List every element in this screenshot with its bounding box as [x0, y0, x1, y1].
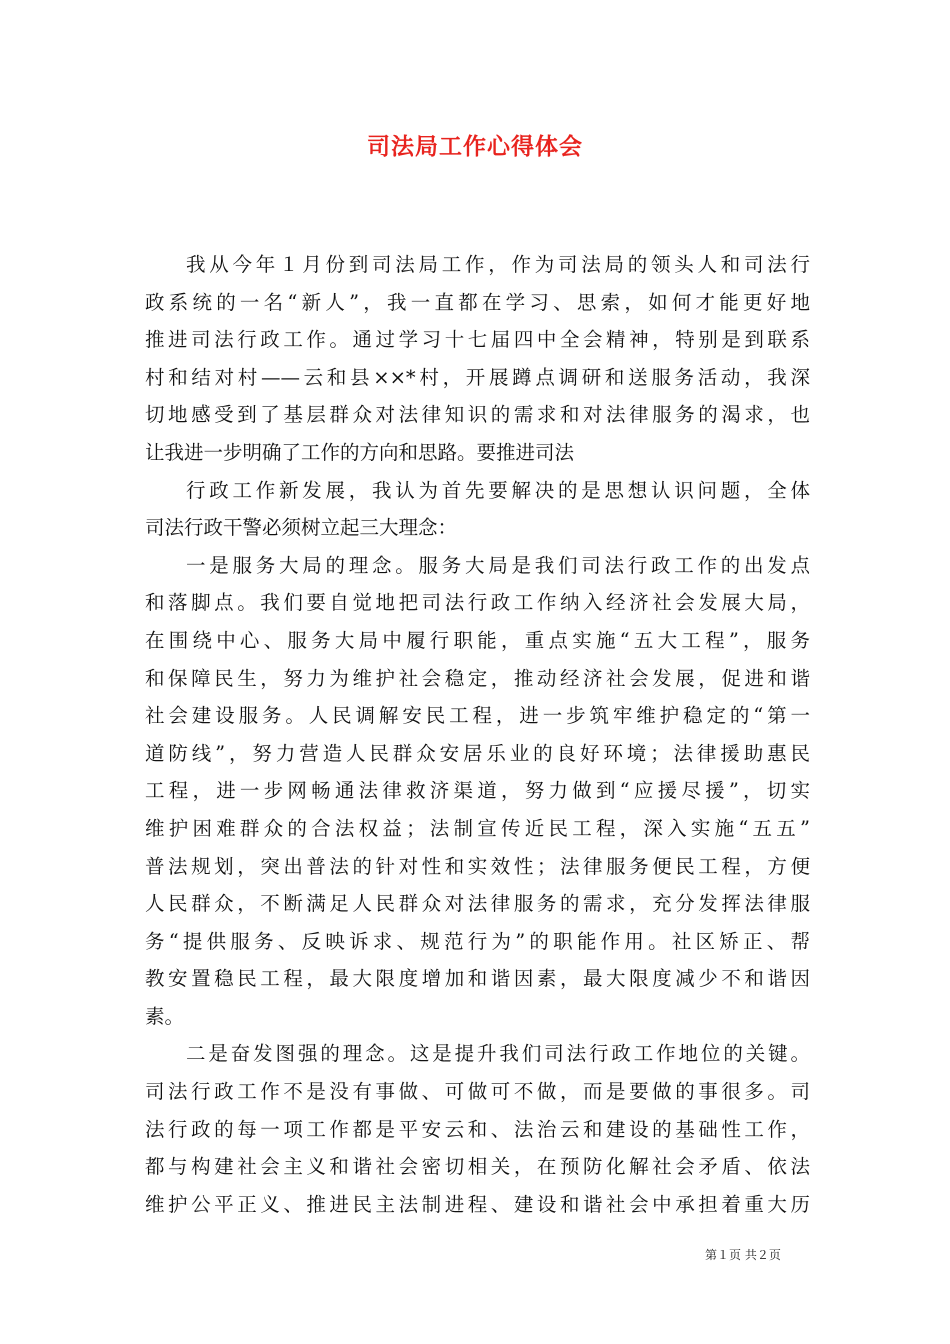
text-line: 我从今年１月份到司法局工作，作为司法局的领头人和司法行	[186, 253, 810, 276]
text-line: 社会建设服务。人民调解安民工程，进一步筑牢维护稳定的“第一	[145, 704, 810, 728]
text-line: 让我进一步明确了工作的方向和思路。要推进司法	[145, 440, 575, 464]
text-line: 司法行政干警必须树立起三大理念：	[145, 516, 458, 540]
text-line: 村和结对村——云和县××*村，开展蹲点调研和送服务活动，我深	[145, 365, 810, 389]
text-line: 人民群众，不断满足人民群众对法律服务的需求，充分发挥法律服	[145, 892, 810, 916]
text-line: 在围绕中心、服务大局中履行职能，重点实施“五大工程”，服务	[145, 628, 810, 652]
text-line: 普法规划，突出普法的针对性和实效性；法律服务便民工程，方便	[145, 854, 810, 878]
paragraph	[145, 246, 810, 472]
text-line: 素。	[145, 1004, 185, 1028]
document-body	[145, 246, 810, 1223]
text-line: 一是服务大局的理念。服务大局是我们司法行政工作的出发点	[186, 553, 810, 577]
text-line: 都与构建社会主义和谐社会密切相关，在预防化解社会矛盾、依法	[145, 1155, 810, 1179]
text-line: 法行政的每一项工作都是平安云和、法治云和建设的基础性工作，	[145, 1117, 810, 1141]
text-line: 和落脚点。我们要自觉地把司法行政工作纳入经济社会发展大局，	[145, 591, 810, 615]
page-number: 第１页 共２页	[705, 1248, 781, 1262]
text-line: 行政工作新发展，我认为首先要解决的是思想认识问题，全体	[186, 478, 810, 502]
paragraph	[145, 472, 810, 547]
paragraph	[145, 547, 810, 1036]
text-line: 维护困难群众的合法权益；法制宣传近民工程，深入实施“五五”	[145, 816, 810, 840]
text-line: 切地感受到了基层群众对法律知识的需求和对法律服务的渴求，也	[145, 403, 810, 427]
text-line: 工程，进一步网畅通法律救济渠道，努力做到“应援尽援”，切实	[145, 779, 810, 803]
text-line: 道防线”，努力营造人民群众安居乐业的良好环境；法律援助惠民	[145, 741, 810, 765]
text-line: 司法行政工作不是没有事做、可做可不做，而是要做的事很多。司	[145, 1080, 810, 1104]
text-line: 政系统的一名“新人”，我一直都在学习、思索，如何才能更好地	[145, 290, 810, 314]
document-title: 司法局工作心得体会	[367, 133, 583, 160]
text-line: 务“提供服务、反映诉求、规范行为”的职能作用。社区矫正、帮	[145, 929, 810, 953]
text-line: 二是奋发图强的理念。这是提升我们司法行政工作地位的关键。	[186, 1042, 810, 1066]
text-line: 推进司法行政工作。通过学习十七届四中全会精神，特别是到联系	[145, 328, 810, 352]
text-line: 和保障民生，努力为维护社会稳定，推动经济社会发展，促进和谐	[145, 666, 810, 690]
text-line: 教安置稳民工程，最大限度增加和谐因素，最大限度减少不和谐因	[145, 967, 810, 991]
text-line: 维护公平正义、推进民主法制进程、建设和谐社会中承担着重大历	[145, 1192, 810, 1216]
paragraph	[145, 1035, 810, 1223]
